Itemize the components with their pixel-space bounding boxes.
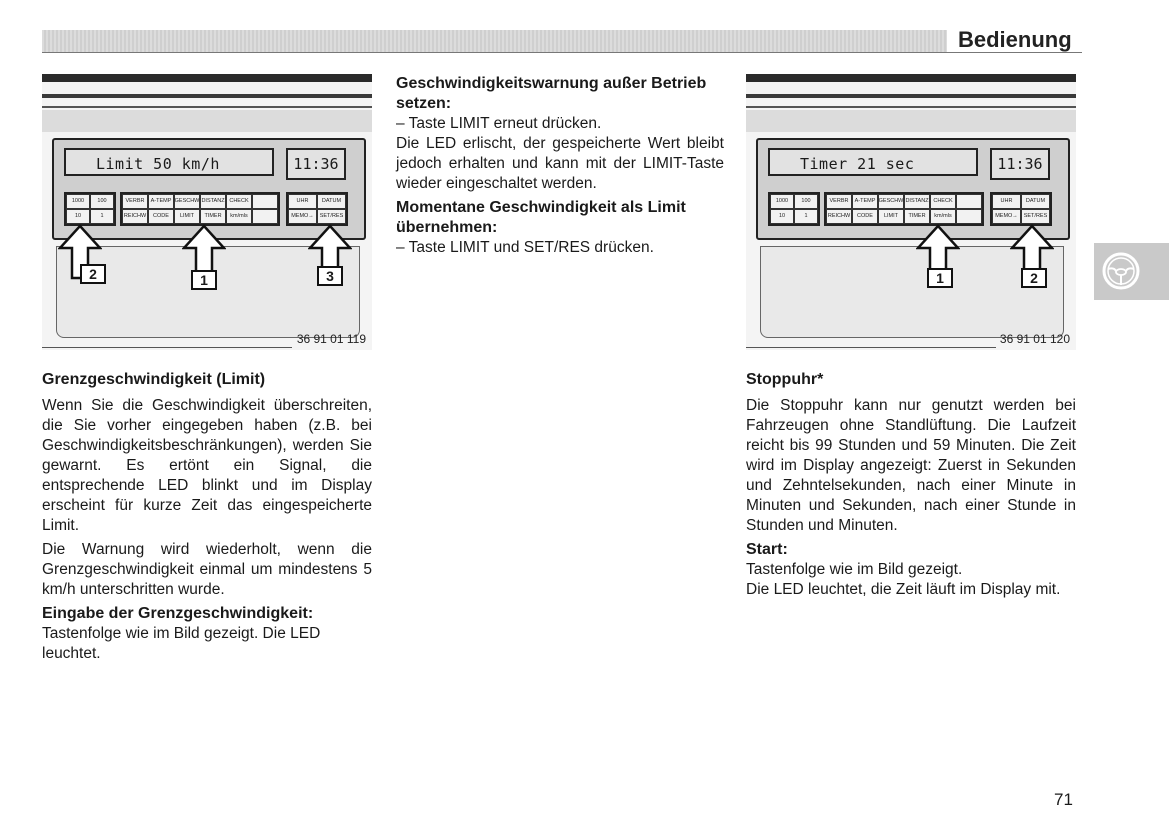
key-1[interactable]: 1 (794, 209, 818, 224)
figure-limit-display (42, 74, 372, 350)
figure-timer-display (746, 74, 1076, 350)
key-100[interactable]: 100 (90, 194, 114, 209)
display-screen: Timer 21 sec (768, 148, 978, 176)
key-blank[interactable] (956, 209, 982, 224)
key-uhr[interactable]: UHR (288, 194, 317, 209)
key-geschw[interactable]: GESCHW (174, 194, 200, 209)
column-limit (42, 370, 372, 668)
subheading: Geschwindigkeitswarnung außer Betrieb setzen: (396, 75, 707, 112)
key-memo[interactable]: MEMO→ (992, 209, 1021, 224)
key-timer[interactable]: TIMER (904, 209, 930, 224)
key-check[interactable]: CHECK (226, 194, 252, 209)
subheading: Eingabe der Grenzgeschwindigkeit: (42, 605, 314, 622)
key-reichw[interactable]: REICHW (826, 209, 852, 224)
clock-display: 11:36 (286, 148, 346, 180)
key-datum[interactable]: DATUM (1021, 194, 1050, 209)
subheading: Momentane Geschwindigkeit als Limit übernehmen: (396, 199, 686, 236)
key-set-res[interactable]: SET/RES (1021, 209, 1050, 224)
step-item: – Taste LIMIT erneut drücken. (396, 115, 602, 132)
function-keypad (120, 192, 280, 226)
digit-keypad (768, 192, 820, 226)
key-10[interactable]: 10 (770, 209, 794, 224)
key-timer[interactable]: TIMER (200, 209, 226, 224)
key-check[interactable]: CHECK (930, 194, 956, 209)
key-geschw[interactable]: GESCHW (878, 194, 904, 209)
side-tab (1094, 243, 1169, 300)
key-a-temp[interactable]: A-TEMP (852, 194, 878, 209)
display-screen: Limit 50 km/h (64, 148, 274, 176)
key-a-temp[interactable]: A-TEMP (148, 194, 174, 209)
paragraph: Tastenfolge wie im Bild gezeigt. Die LED leuchtet. (42, 625, 321, 662)
key-1000[interactable]: 1000 (770, 194, 794, 209)
step-item: – Taste LIMIT und SET/RES drücken. (396, 239, 654, 256)
step-number-badge: 3 (317, 266, 343, 286)
step-number-badge: 1 (927, 268, 953, 288)
header-bar (42, 30, 947, 52)
key-datum[interactable]: DATUM (317, 194, 346, 209)
header-rule (42, 52, 1082, 53)
key-blank[interactable] (252, 194, 278, 209)
step-number-badge: 1 (191, 270, 217, 290)
figure-reference: 36 91 01 120 (999, 332, 1070, 346)
key-distanz[interactable]: DISTANZ (904, 194, 930, 209)
paragraph: Die Warnung wird wiederholt, wenn die Grenzgeschwindigkeit einmal um mindestens 5 km/h unterschritten wurde. (42, 541, 372, 598)
clock-display: 11:36 (990, 148, 1050, 180)
step-number-badge: 2 (80, 264, 106, 284)
column-warning (396, 74, 724, 262)
key-limit[interactable]: LIMIT (878, 209, 904, 224)
step-number-badge: 2 (1021, 268, 1047, 288)
paragraph: Wenn Sie die Geschwindigkeit überschreiten, die Sie vorher eingegeben haben (z.B. bei Geschwindigkeitsbeschränkungen), werden Sie gewarnt. Es ertönt ein Signal, die entsprechende LED blinkt und im Display erscheint für kurze Zeit das eingespeicherte Limit. (42, 397, 372, 534)
key-km-mls[interactable]: km/mls (226, 209, 252, 224)
paragraph: Die Stoppuhr kann nur genutzt werden bei Fahrzeugen ohne Standlüftung. Die Laufzeit reicht bis 99 Stunden und 59 Minuten. Die Zeit wird im Display angezeigt: Zuerst in Sekunden und Zehntelsekunden, nach einer Minute in Minuten und Sekunden, nach einer Stunde in Stunden und Minuten. (746, 397, 1076, 534)
paragraph: Die LED erlischt, der gespeicherte Wert bleibt jedoch erhalten und kann mit der LIMIT-Taste wieder eingeschaltet werden. (396, 135, 724, 192)
key-distanz[interactable]: DISTANZ (200, 194, 226, 209)
subheading: Start: (746, 541, 788, 558)
steering-wheel-icon (1094, 243, 1169, 300)
heading-stopwatch: Stoppuhr* (746, 371, 824, 388)
paragraph: Die LED leuchtet, die Zeit läuft im Display mit. (746, 581, 1061, 598)
key-limit[interactable]: LIMIT (174, 209, 200, 224)
key-1[interactable]: 1 (90, 209, 114, 224)
key-uhr[interactable]: UHR (992, 194, 1021, 209)
heading-limit: Grenzgeschwindigkeit (Limit) (42, 371, 266, 388)
key-set-res[interactable]: SET/RES (317, 209, 346, 224)
key-blank[interactable] (956, 194, 982, 209)
figure-reference: 36 91 01 119 (296, 332, 366, 346)
column-stopwatch (746, 370, 1076, 604)
key-memo[interactable]: MEMO→ (288, 209, 317, 224)
key-blank[interactable] (252, 209, 278, 224)
key-10[interactable]: 10 (66, 209, 90, 224)
time-keypad (990, 192, 1052, 226)
key-code[interactable]: CODE (852, 209, 878, 224)
key-km-mls[interactable]: km/mls (930, 209, 956, 224)
section-title: Bedienung (958, 27, 1072, 52)
key-verbr[interactable]: VERBR (122, 194, 148, 209)
key-1000[interactable]: 1000 (66, 194, 90, 209)
key-verbr[interactable]: VERBR (826, 194, 852, 209)
time-keypad (286, 192, 348, 226)
page-number: 71 (1054, 790, 1073, 809)
key-code[interactable]: CODE (148, 209, 174, 224)
digit-keypad (64, 192, 116, 226)
paragraph: Tastenfolge wie im Bild gezeigt. (746, 561, 963, 578)
key-100[interactable]: 100 (794, 194, 818, 209)
key-reichw[interactable]: REICHW (122, 209, 148, 224)
function-keypad (824, 192, 984, 226)
